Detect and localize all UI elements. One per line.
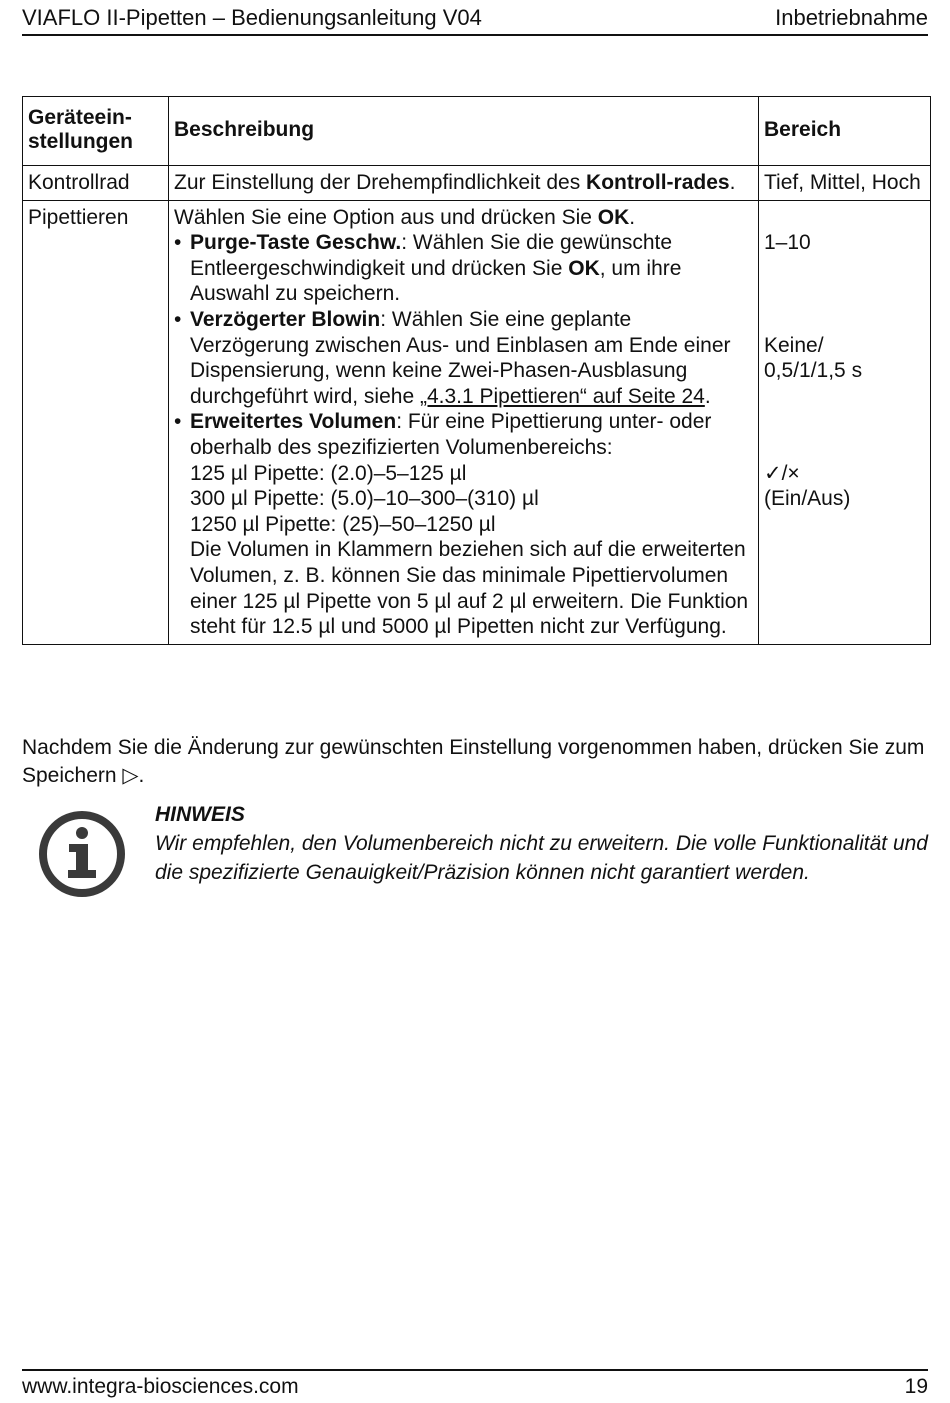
page-number: 19 bbox=[904, 1375, 928, 1398]
setting-description bbox=[169, 200, 759, 644]
bullet-marker: • bbox=[174, 307, 182, 331]
document-title: VIAFLO II-Pipetten – Bedienungsanleitung V04 bbox=[22, 5, 482, 30]
list-item-blowin: • Verzögerter Blowin: Wählen Sie eine geplante Verzögerung zwischen Aus- und Einblasen am Ende einer Dispensierung, wenn keine Zwei-Phasen-Ausblasung durchgeführt wird, siehe „4.3.1 Pipettieren“ auf Seite 24. bbox=[174, 307, 731, 408]
volume-line: 300 µl Pipette: (5.0)–10–300–(310) µl bbox=[190, 487, 539, 511]
note-box bbox=[155, 800, 928, 887]
intro-text: Wählen Sie eine Option aus und drücken Sie OK. bbox=[174, 205, 636, 229]
range-extended-volume: (Ein/Aus) bbox=[764, 487, 851, 511]
setting-name: Kontrollrad bbox=[23, 166, 169, 201]
list-item-extended-volume: • Erweitertes Volumen: Für eine Pipettierung unter- oder oberhalb des spezifizierten Volumenbereichs: 125 µl Pipette: (2.0)–5–125 µl 300 µl Pipette: (5.0)–10–300–(310) µl 1250 µl Pipette: (25)–50–1250 µl Die Volumen in Klammern beziehen sich auf die erweiterten Volumen, z. B. können Sie das minimale Pipettiervolumen einer 125 µl Pipette von 5 µl auf 2 µl erweitern. Die Funktion steht für 12.5 µl und 5000 µl Pipetten nicht zur Verfügung. bbox=[174, 409, 753, 639]
column-header-description: Beschreibung bbox=[169, 97, 759, 166]
range-blowin: 0,5/1/1,5 s bbox=[764, 359, 863, 383]
info-icon bbox=[36, 808, 128, 900]
volume-line: 1250 µl Pipette: (25)–50–1250 µl bbox=[190, 512, 496, 536]
setting-range bbox=[759, 200, 931, 644]
footer-url: www.integra-biosciences.com bbox=[22, 1375, 299, 1398]
table-row-pipettieren bbox=[23, 200, 931, 644]
table-header-row bbox=[23, 97, 931, 166]
setting-range: Tief, Mittel, Hoch bbox=[759, 166, 931, 201]
page-footer bbox=[22, 1369, 928, 1403]
volume-line: 125 µl Pipette: (2.0)–5–125 µl bbox=[190, 461, 467, 485]
page-header bbox=[22, 4, 928, 36]
range-blowin: Keine/ bbox=[764, 333, 824, 357]
note-title: HINWEIS bbox=[155, 803, 245, 826]
cross-reference-link[interactable]: „4.3.1 Pipettieren“ auf Seite 24 bbox=[419, 384, 705, 408]
note-body: Wir empfehlen, den Volumenbereich nicht zu erweitern. Die volle Funktionalität und die spezifizierte Genauigkeit/Präzision können nicht garantiert werden. bbox=[155, 832, 928, 884]
setting-name: Pipettieren bbox=[23, 200, 169, 644]
section-title: Inbetriebnahme bbox=[775, 5, 928, 30]
setting-description: Zur Einstellung der Drehempfindlichkeit des Kontroll-rades. bbox=[169, 166, 759, 201]
extended-volume-note: Die Volumen in Klammern beziehen sich auf die erweiterten Volumen, z. B. können Sie das minimale Pipettiervolumen einer 125 µl Pipette von 5 µl auf 2 µl erweitern. Die Funktion steht für 12.5 µl und 5000 µl Pipetten nicht zur Verfügung. bbox=[190, 538, 749, 639]
column-header-range: Bereich bbox=[759, 97, 931, 166]
column-header-settings: Geräteein- stellungen bbox=[23, 97, 169, 166]
bullet-marker: • bbox=[174, 231, 182, 255]
table-row-kontrollrad bbox=[23, 166, 931, 201]
range-purge: 1–10 bbox=[764, 231, 811, 255]
settings-table bbox=[22, 96, 931, 645]
after-table-text: Nachdem Sie die Änderung zur gewünschten Einstellung vorgenommen haben, drücken Sie zum Speichern ▷. bbox=[22, 736, 925, 787]
list-item-purge: • Purge-Taste Geschw.: Wählen Sie die gewünschte Entleergeschwindigkeit und drücken Sie OK, um ihre Auswahl zu speichern. bbox=[174, 231, 682, 306]
bullet-marker: • bbox=[174, 410, 182, 434]
range-extended-volume: ✓/× bbox=[764, 461, 800, 485]
